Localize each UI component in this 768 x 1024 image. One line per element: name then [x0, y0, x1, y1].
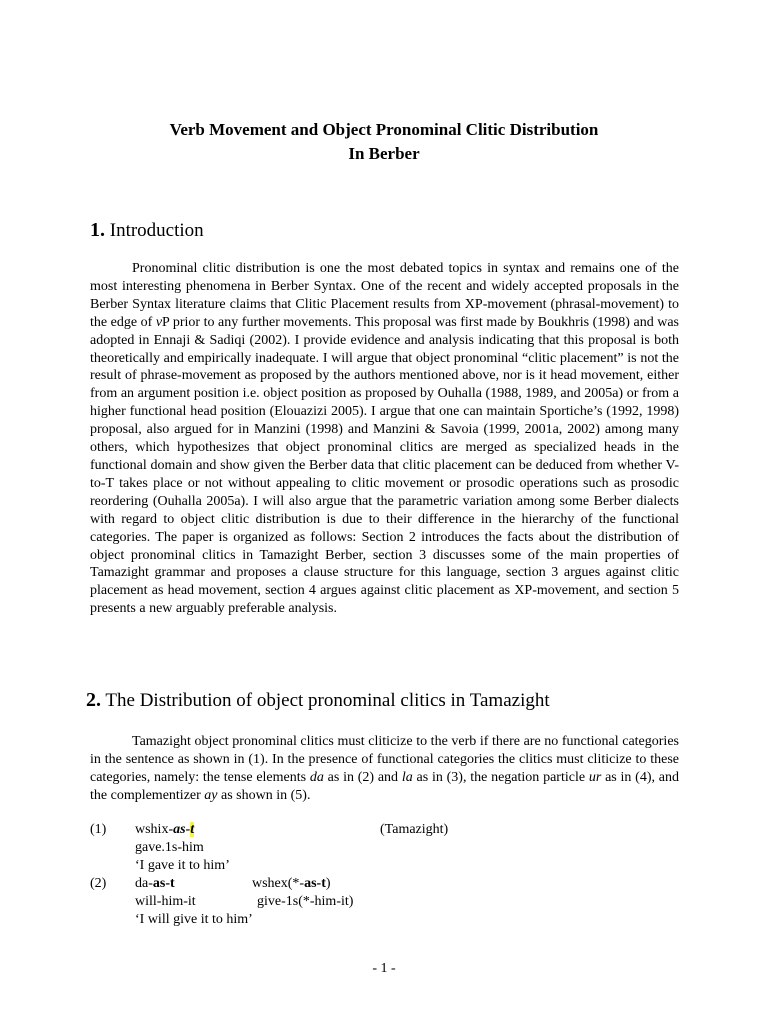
- section-number: 1.: [90, 219, 105, 241]
- section-2-heading: [86, 688, 550, 713]
- example-2-number: (2): [90, 876, 107, 891]
- text-run: Tamazight object pronominal clitics must cliticize to the verb if there are no functional categories in the sentence as shown in (1). In the presence of functional categories the clitics must cliticize to these categories, namely: the tense elements: [90, 734, 679, 785]
- clitic-text: as-t: [304, 876, 326, 891]
- text-run: P prior to any further movements. This proposal was first made by Boukhris (1998) and was adopted in Ennaji & Sadiqi (2002). I provide evidence and analysis indicating that this proposal is both theoretically and empirically inadequate. I will argue that object pronominal “clitic placement” is not the result of phrase-movement as proposed by the authors mentioned above, nor is it head movement, either from an argument position i.e. object position as proposed by Ouhalla (1988, 1989, and 2005a) or from a higher functional head position (Elouazizi 2005). I argue that one can maintain Sportiche’s (1992, 1998) proposal, also argued for in Manzini (1998) and Manzini & Savoia (1999, 2001a, 2002) among many others, which hypothesizes that object pronominal clitics are merged as specialized heads in the functional domain and show given the Berber data that clitic placement can be deduced from whether V-to-T takes place or not without appealing to clitic movement or prosodic operations such as prosodic reordering (Ouhalla 2005a). I will also argue that the parametric variation among some Berber dialects with regard to object clitic distribution is due to their difference in the hierarchy of the functional categories. The paper is organized as follows: Section 2 introduces the facts about the distribution of object pronominal clitics in Tamazight Berber, section 3 discusses some of the main properties of Tamazight grammar and proposes a clause structure for this language, section 3 argues against clitic placement as head movement, section 4 argues against clitic placement as XP-movement, and section 5 presents a new arguably preferable analysis.: [90, 314, 680, 617]
- text-run: Pronominal clitic distribution is one the most debated topics in syntax and remains one of the most interesting phenomena in Berber Syntax. One of the recent and widely accepted proposals in the Berber Syntax literature claims that Clitic Placement results from XP-movement (phrasal-movement) to the edge of: [90, 261, 679, 330]
- text-run: as in (4), and the complementizer: [90, 769, 679, 803]
- clitic-text: as-t: [152, 876, 175, 891]
- text-run: as in (2) and: [323, 769, 402, 785]
- paper-title-line-2: In Berber: [348, 144, 420, 163]
- example-1-translation: ‘I gave it to him’: [135, 858, 230, 873]
- introduction-paragraph: [90, 260, 679, 618]
- example-1-number: (1): [90, 822, 107, 837]
- text-run: wshix-: [135, 822, 174, 837]
- clitic-text: as: [173, 822, 186, 837]
- example-2-word-2: [252, 875, 331, 893]
- text-run: as shown in (5).: [217, 787, 311, 803]
- example-1-gloss: gave.1s-him: [135, 840, 204, 855]
- italic-text: v: [155, 314, 163, 330]
- italic-text: da: [309, 769, 324, 785]
- highlighted-clitic: t: [190, 822, 195, 837]
- example-2-gloss-2: give-1s(*-him-it): [257, 894, 354, 909]
- section-title: Introduction: [109, 220, 204, 241]
- text-run: da-: [135, 876, 153, 891]
- text-run: wshex(*-: [252, 876, 305, 891]
- clitic-text: -: [185, 822, 191, 837]
- italic-text: ay: [204, 787, 218, 803]
- italic-text: la: [401, 769, 413, 785]
- example-1-language: (Tamazight): [380, 822, 449, 837]
- italic-text: ur: [588, 769, 602, 785]
- text-run: ): [325, 876, 331, 891]
- example-2-translation: ‘I will give it to him’: [135, 912, 253, 927]
- section-number: 2.: [86, 689, 101, 711]
- section-title: The Distribution of object pronominal clitics in Tamazight: [105, 690, 550, 711]
- text-run: as in (3), the negation particle: [412, 769, 589, 785]
- example-1-form: [135, 821, 194, 839]
- example-2-word-1: [135, 875, 175, 893]
- section-1-heading: [90, 218, 204, 243]
- distribution-paragraph: [90, 733, 679, 805]
- paper-title-line-1: Verb Movement and Object Pronominal Clitic Distribution: [169, 120, 599, 139]
- example-2-gloss-1: will-him-it: [135, 894, 196, 909]
- page-number: - 1 -: [372, 961, 396, 976]
